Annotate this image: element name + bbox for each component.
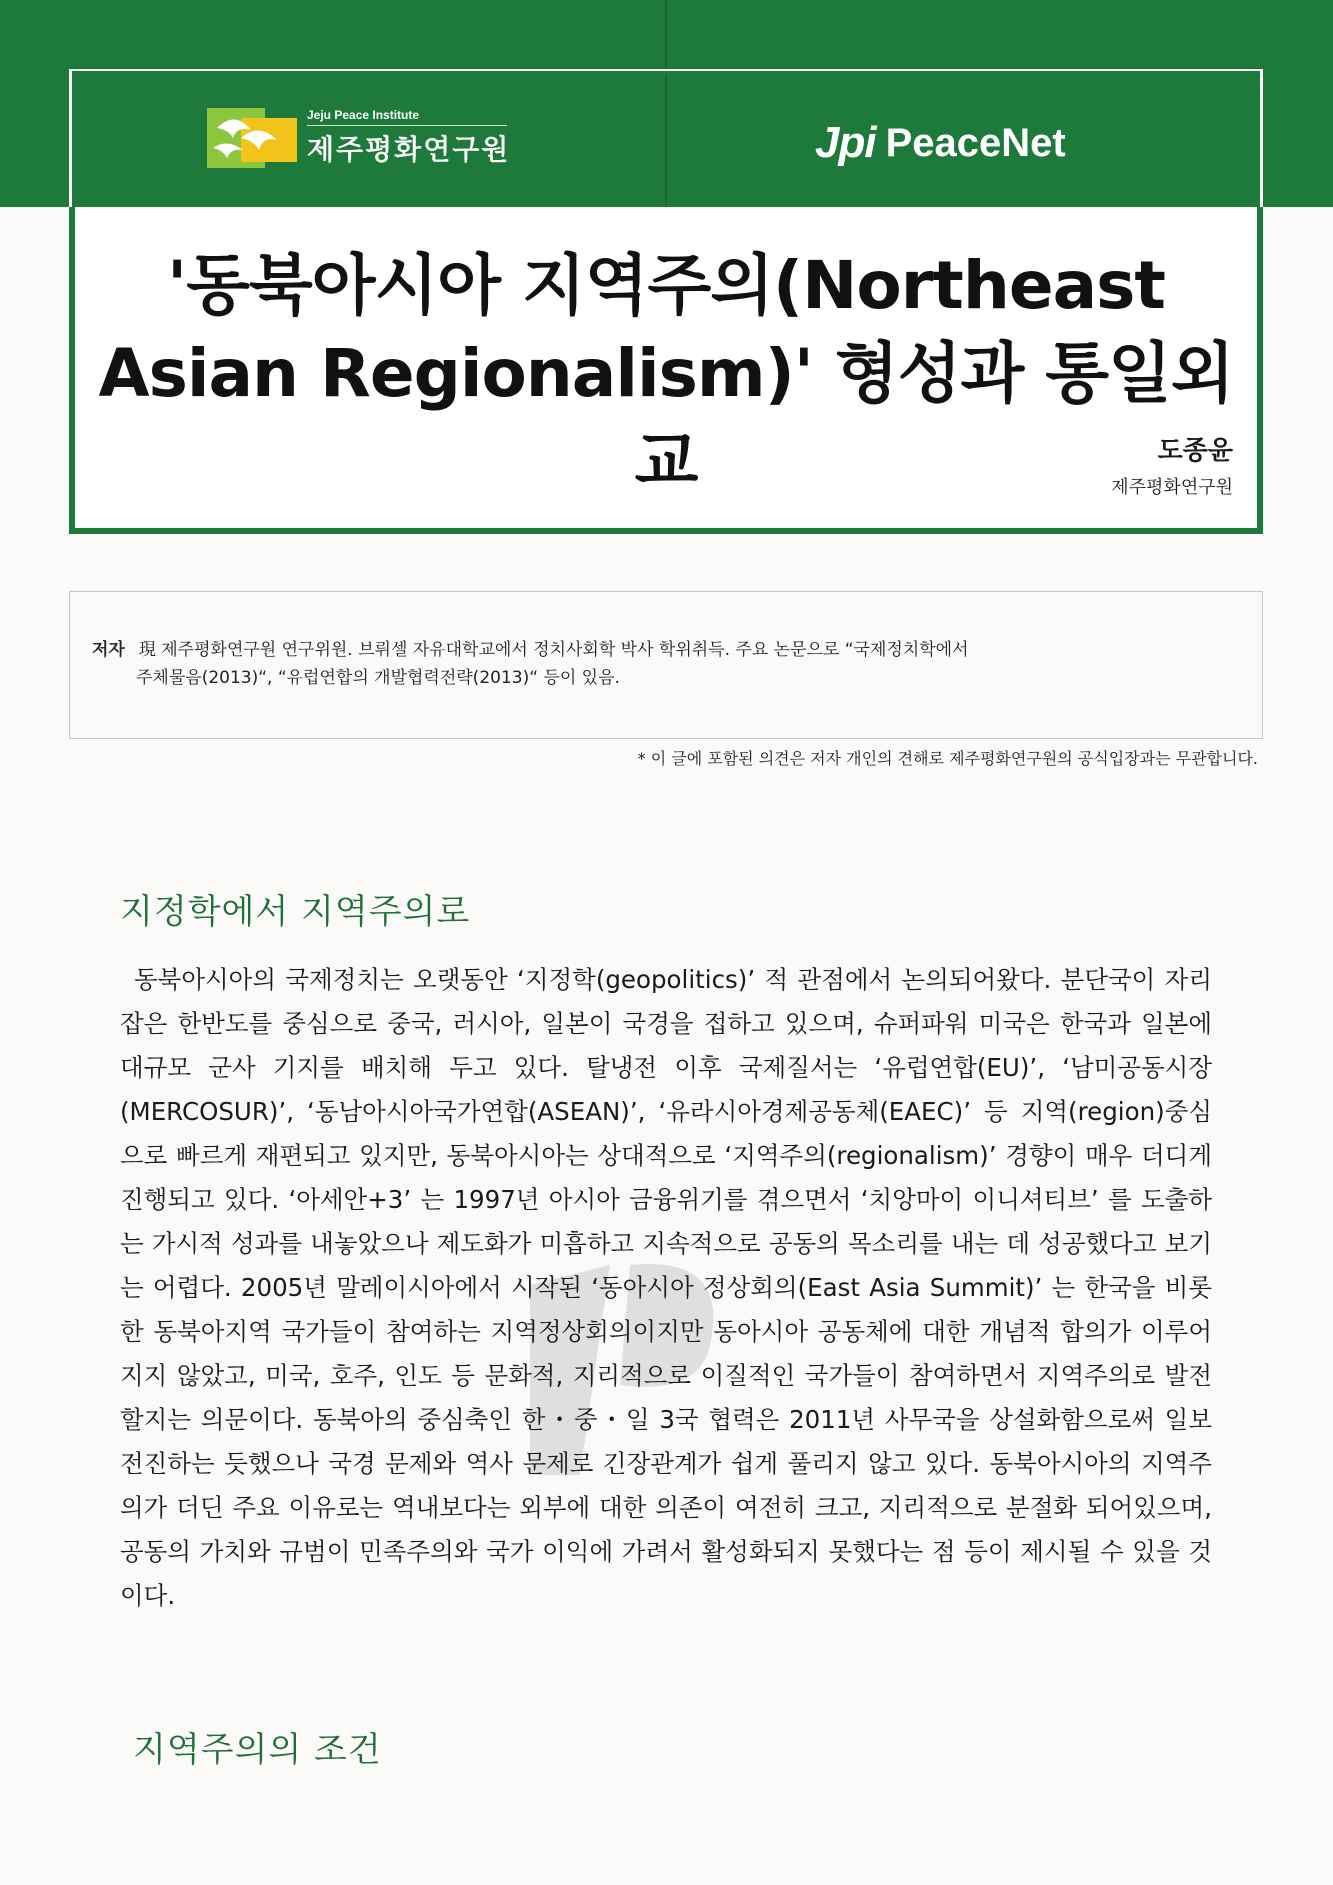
jpi-wordmark: Jpi [815, 118, 876, 167]
title-line-2: Asian Regionalism)' 형성과 통일외교 [98, 335, 1234, 500]
bio-line-1: 現 제주평화연구원 연구위원. 브뤼셀 자유대학교에서 정치사회학 박사 학위취득. 주요 논문으로 “국제정치학에서 [138, 640, 969, 660]
jeju-peace-institute-logo[interactable] [207, 108, 510, 168]
section-paragraph: 동북아시아의 국제정치는 오랫동안 ‘지정학(geopolitics)’ 적 관점에서 논의되어왔다. 분단국이 자리 잡은 한반도를 중심으로 중국, 러시아, 일본이 국경을 접하고 있으며, 슈퍼파워 미국은 한국과 일본에 대규모 군사 기지를 배치해 두고 있다. 탈냉전 이후 국제질서는 ‘유럽연합(EU)’, ‘남미공동시장(MERCOSUR)’, ‘동남아시아국가연합(ASEAN)’, ‘유라시아경제공동체(EAEC)’ 등 지역(region)중심으로 빠르게 재편되고 있지만, 동북아시아는 상대적으로 ‘지역주의(regionalism)’ 경향이 매우 더디게 진행되고 있다. ‘아세안+3’ 는 1997년 아시아 금융위기를 겪으면서 ‘치앙마이 이니셔티브’ 를 도출하는 가시적 성과를 내놓았으나 제도화가 미흡하고 지속적으로 공동의 목소리를 내는 데 성공했다고 보기는 어렵다. 2005년 말레이시아에서 시작된 ‘동아시아 정상회의(East Asia Summit)’ 는 한국을 비롯한 동북아지역 국가들이 참여하는 지역정상회의이지만 동아시아 공동체에 대한 개념적 합의가 이루어지지 않았고, 미국, 호주, 인도 등 문화적, 지리적으로 이질적인 국가들이 참여하면서 지역주의로 발전할지는 의문이다. 동북아의 중심축인 한・중・일 3국 협력은 2011년 사무국을 상설화함으로써 일보 전진하는 듯했으나 국경 문제와 역사 문제로 긴장관계가 쉽게 풀리지 않고 있다. 동북아시아의 지역주의가 더딘 주요 이유로는 역내보다는 외부에 대한 의존이 여전히 크고, 지리적으로 분절화 되어있으며, 공동의 가치와 규범이 민족주의와 국가 이익에 가려서 활성화되지 못했다는 점 등이 제시될 수 있을 것이다. [120, 965, 1212, 1610]
bio-label: 저자 [92, 640, 125, 660]
logo-english-name: Jeju Peace Institute [307, 108, 507, 126]
dove-logo-icon [207, 108, 297, 168]
peacenet-wordmark: PeaceNet [885, 120, 1066, 165]
author-bio-text [92, 636, 1242, 692]
section-heading-geopolitics: 지정학에서 지역주의로 [120, 892, 471, 932]
frame-top-highlight [69, 69, 1263, 71]
author-bio-box [69, 591, 1263, 739]
disclaimer-note: * 이 글에 포함된 의견은 저자 개인의 견해로 제주평화연구원의 공식입장과는 무관합니다. [637, 749, 1258, 768]
frame-right-highlight [1260, 69, 1263, 207]
peacenet-logo[interactable] [815, 118, 1066, 168]
logo-korean-name: 제주평화연구원 [307, 133, 511, 166]
author-name: 도종윤 [1157, 436, 1233, 466]
author-organization: 제주평화연구원 [1111, 477, 1233, 498]
document-title [90, 242, 1242, 506]
title-line-1: '동북아시아 지역주의(Northeast [167, 247, 1165, 324]
section-heading-conditions: 지역주의의 조건 [133, 1730, 382, 1770]
bio-line-2: 주체물음(2013)“, “유럽연합의 개발협력전략(2013)“ 등이 있음. [136, 668, 620, 688]
frame-left-highlight [69, 69, 72, 207]
